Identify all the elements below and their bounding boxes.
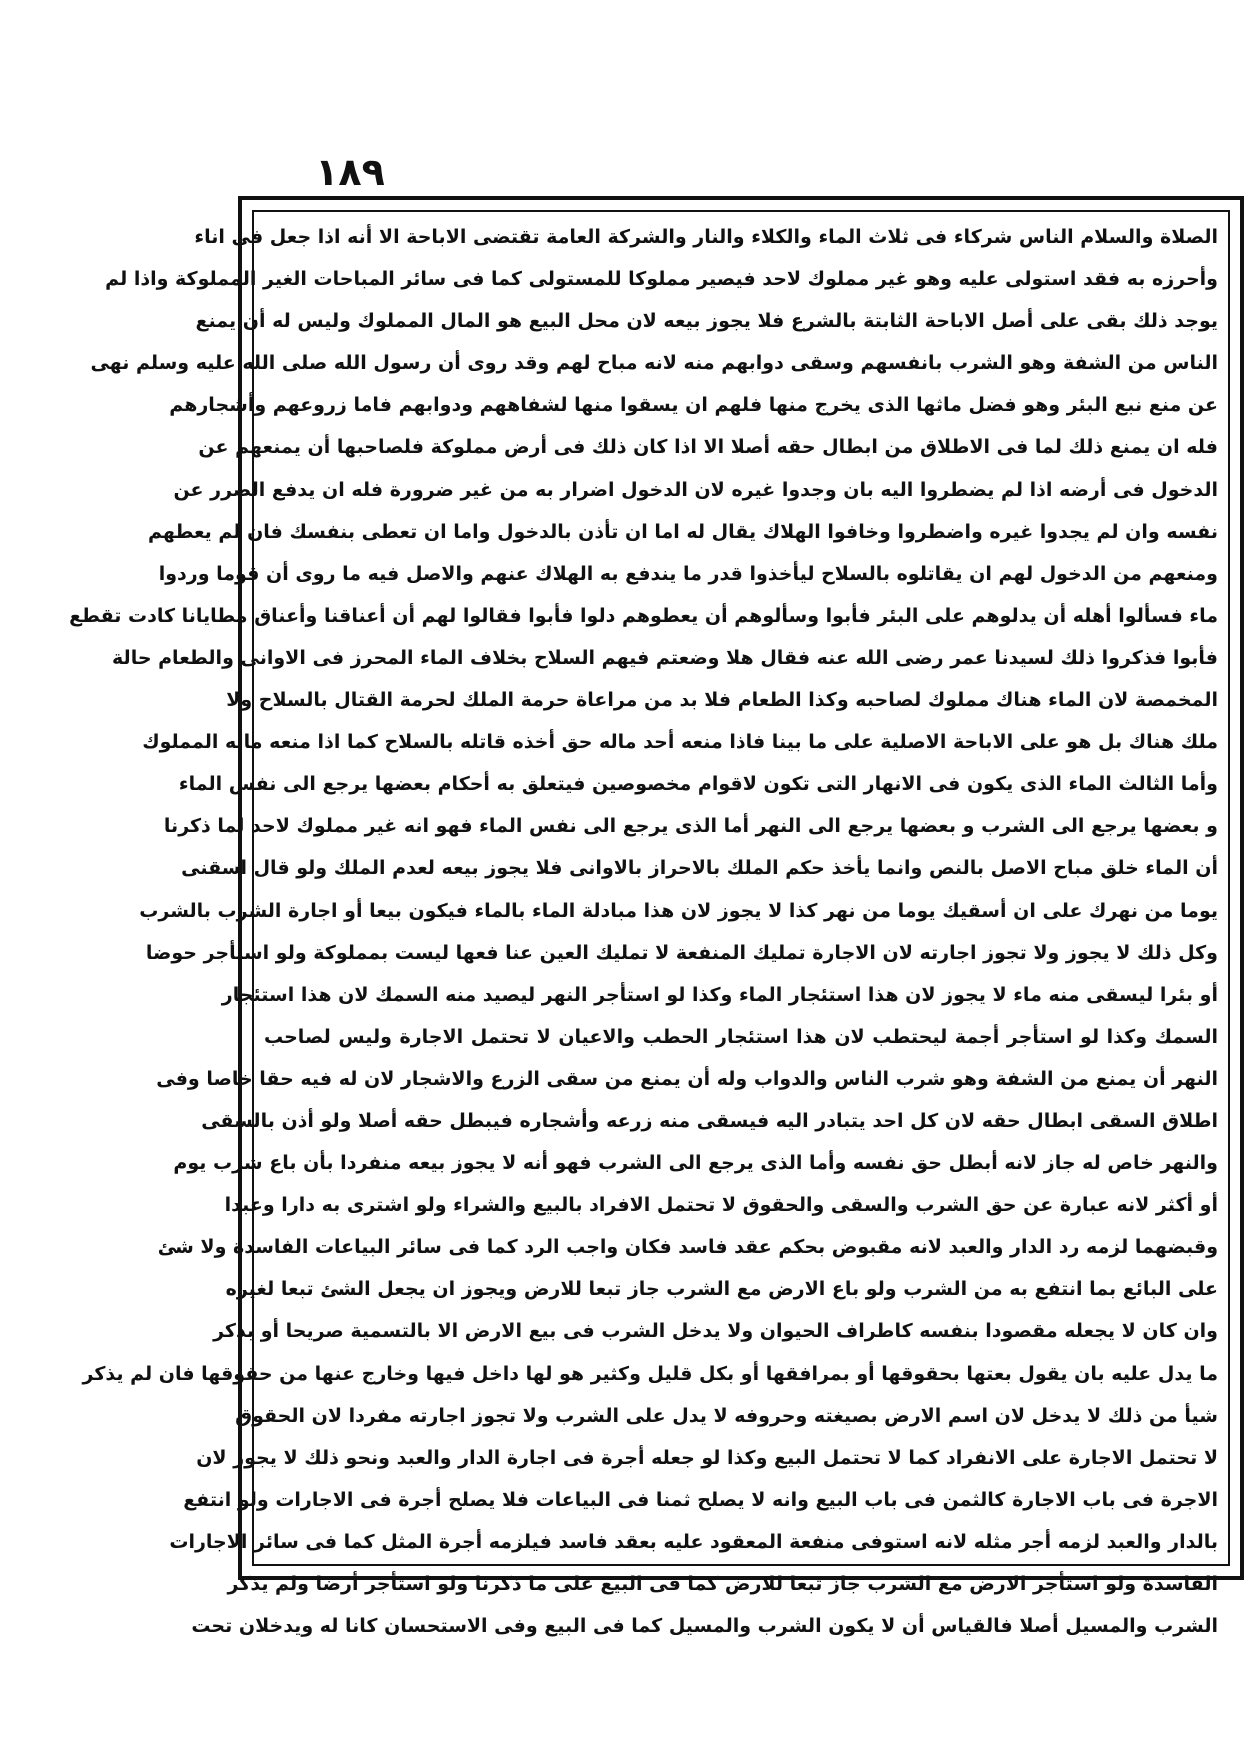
text-line: و بعضها يرجع الى الشرب و بعضها يرجع الى النهر أما الذى يرجع الى نفس الماء فهو انه غير مملوك لاحد لما ذكرنا [163,815,1218,838]
text-line: فله ان يمنع ذلك لما فى الاطلاق من ابطال حقه أصلا الا اذا كان ذلك فى أرض مملوكة فلصاحبها أن يمنعهم عن [198,436,1218,459]
text-line: الدخول فى أرضه اذا لم يضطروا اليه بان وجدوا غيره لان الدخول اضرار به من غير ضرورة فله ان يدفع الضرر عن [173,478,1218,501]
text-line: نفسه وان لم يجدوا غيره واضطروا وخافوا الهلاك يقال له اما ان تأذن بالدخول واما ان تعطى بنفسك فان لم يعطهم [148,520,1218,543]
text-line: ملك هناك بل هو على الاباحة الاصلية على ما بينا فاذا منعه أحد ماله حق أخذه قاتله بالسلاح كما اذا منعه ماله المملوك [142,731,1218,754]
text-line: وأحرزه به فقد استولى عليه وهو غير مملوك لاحد فيصير مملوكا للمستولى كما فى سائر المباحات الغير المملوكة واذا لم [105,268,1218,291]
text-line: ماء فسألوا أهله أن يدلوهم على البئر فأبوا وسألوهم أن يعطوهم دلوا فأبوا فقالوا لهم أن أعناقنا وأعناق مطايانا كادت تقطع [69,604,1218,627]
page-border-inner [69,210,1230,1638]
text-line: أو بئرا ليسقى منه ماء لا يجوز لان هذا استئجار الماء وكذا لو استأجر النهر ليصيد منه السمك لان هذا استئجار [221,983,1218,1006]
text-line: أن الماء خلق مباح الاصل بالنص وانما يأخذ حكم الملك بالاحراز بالاوانى فلا يجوز بيعه لعدم الملك ولو قال اسقنى [181,857,1218,880]
text-body [69,216,1218,1647]
page-border-outer [69,196,1244,1638]
text-line: اطلاق السقى ابطال حقه لان كل احد يتبادر اليه فيسقى منه زرعه وأشجاره فيبطل حقه أصلا ولو أذن بالسقى [201,1109,1218,1132]
text-line: النهر أن يمنع من الشفة وهو شرب الناس والدواب وله أن يمنع من سقى الزرع والاشجار لان له فيه حقا خاصا وفى [156,1067,1218,1090]
text-line: فأبوا فذكروا ذلك لسيدنا عمر رضى الله عنه فقال هلا وضعتم فيهم السلاح بخلاف الماء المحرز فى الاوانى والطعام حالة [112,646,1218,669]
text-line: وكل ذلك لا يجوز ولا تجوز اجارته لان الاجارة تمليك المنفعة لا تمليك العين عنا فعها ليست بمملوكة ولو استأجر حوضا [145,941,1218,964]
text-line: يوجد ذلك بقى على أصل الاباحة الثابتة بالشرع فلا يجوز بيعه لان محل البيع هو المال المملوك وليس له أن يمنع [195,310,1218,333]
text-line: شيأ من ذلك لا يدخل لان اسم الارض بصيغته وحروفه لا يدل على الشرب ولا تجوز اجارته مفردا لان الحقوق [235,1404,1218,1427]
text-line: وقبضهما لزمه رد الدار والعبد لانه مقبوض بحكم عقد فاسد فكان واجب الرد كما فى سائر البياعات الفاسدة ولا شئ [157,1236,1218,1259]
text-line: وان كان لا يجعله مقصودا بنفسه كاطراف الحيوان ولا يدخل الشرب فى بيع الارض الا بالتسمية صريحا أو بذكر [213,1320,1218,1343]
page-number: ١٨٩ [315,150,385,194]
text-line: ما يدل عليه بان يقول بعتها بحقوقها أو بمرافقها أو بكل قليل وكثير هو لها داخل فيها وخارج عنها من حقوقها فان لم يذكر [82,1362,1218,1385]
text-line: بالدار والعبد لزمه أجر مثله لانه استوفى منفعة المعقود عليه بعقد فاسد فيلزمه أجرة المثل كما فى سائر الاجارات [169,1530,1218,1553]
text-line: عن منع نبع البئر وهو فضل ماثها الذى يخرج منها فلهم ان يسقوا منها لشفاههم ودوابهم فاما زروعهم وأشجارهم [169,394,1218,417]
text-line: أو أكثر لانه عبارة عن حق الشرب والسقى والحقوق لا تحتمل الافراد بالبيع والشراء ولو اشترى به دارا وعبدا [224,1194,1218,1217]
text-line: على البائع بما انتفع به من الشرب ولو باع الارض مع الشرب جاز تبعا للارض ويجوز ان يجعل الشئ تبعا لغيره [225,1278,1218,1301]
text-line: الاجرة فى باب الاجارة كالثمن فى باب البيع وانه لا يصلح ثمنا فى البياعات فلا يصلح أجرة فى الاجارات ولو انتفع [183,1488,1218,1511]
text-line: الناس من الشفة وهو الشرب بانفسهم وسقى دوابهم منه لانه مباح لهم وقد روى أن رسول الله صلى الله عليه وسلم نهى [90,352,1218,375]
text-line: والنهر خاص له جاز لانه أبطل حق نفسه وأما الذى يرجع الى الشرب فهو أنه لا يجوز بيعه منفردا بأن باع شرب يوم [173,1152,1218,1175]
text-line: المخمصة لان الماء هناك مملوك لصاحبه وكذا الطعام فلا بد من مراعاة حرمة الملك لحرمة القتال بالسلاح ولا [226,689,1218,712]
text-line: السمك وكذا لو استأجر أجمة ليحتطب لان هذا استئجار الحطب والاعيان لا تحتمل الاجارة وليس لصاحب [264,1025,1218,1048]
text-line: لا تحتمل الاجارة على الانفراد كما لا تحتمل البيع وكذا لو جعله أجرة فى اجارة الدار والعبد ونحو ذلك لا يجوز لان [196,1446,1218,1469]
text-line: الصلاة والسلام الناس شركاء فى ثلاث الماء والكلاء والنار والشركة العامة تقتضى الاباحة الا أنه اذا جعل فى اناء [194,226,1218,248]
text-line: وأما الثالث الماء الذى يكون فى الانهار التى تكون لاقوام مخصوصين فيتعلق به أحكام بعضها يرجع الى نفس الماء [178,773,1218,796]
text-line: ومنعهم من الدخول لهم ان يقاتلوه بالسلاح ليأخذوا قدر ما يندفع به الهلاك عنهم والاصل فيه ما روى أن قوما وردوا [158,562,1218,585]
text-line: يوما من نهرك على ان أسقيك يوما من نهر كذا لا يجوز لان هذا مبادلة الماء بالماء فيكون بيعا أو اجارة الشرب بالشرب [139,899,1218,922]
text-line: الفاسدة ولو استأجر الارض مع الشرب جاز تبعا للارض كما فى البيع على ما ذكرنا ولو استأجر أرضا ولم يذكر [227,1573,1218,1595]
text-line: الشرب والمسيل أصلا فالقياس أن لا يكون الشرب والمسيل كما فى البيع وفى الاستحسان كانا له ويدخلان تحت [191,1615,1218,1638]
